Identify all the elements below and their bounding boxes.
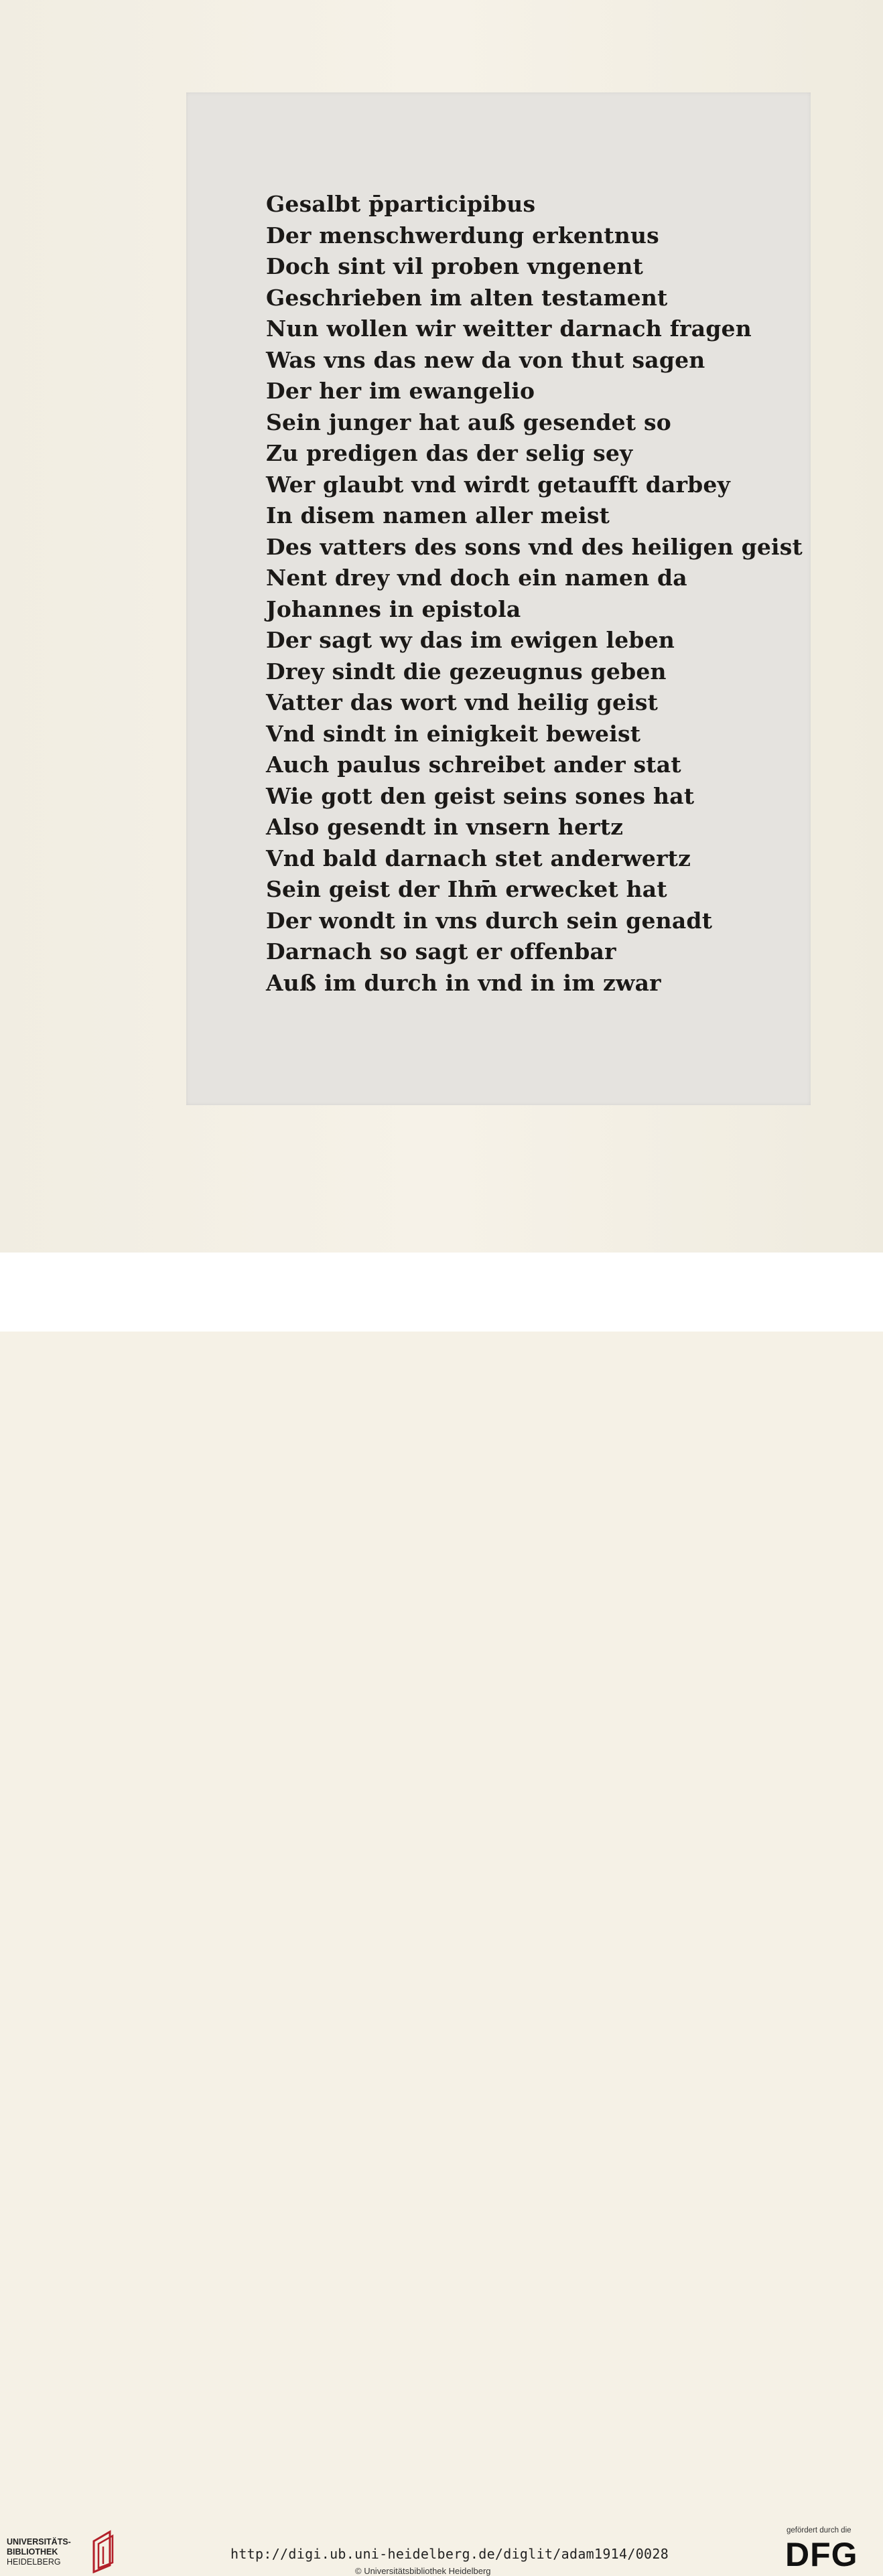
funded-by-caption: gefördert durch die <box>787 2526 852 2534</box>
permalink-url[interactable]: http://digi.ub.uni-heidelberg.de/diglit/adam1914/0028 <box>230 2546 669 2562</box>
scanned-page <box>0 0 883 1253</box>
verse-line: Sein junger hat auß gesendet so <box>266 409 671 435</box>
copyright-notice: © Universitätsbibliothek Heidelberg <box>355 2566 491 2576</box>
verse-line: Johannes in epistola <box>266 595 521 622</box>
verse-line: Auch paulus schreibet ander stat <box>266 752 681 778</box>
library-emblem-icon <box>90 2526 118 2573</box>
verse-text-block <box>266 189 803 999</box>
verse-line: Doch sint vil proben vngenent <box>266 253 644 279</box>
verse-line: Vnd sindt in einigkeit beweist <box>266 720 641 747</box>
verse-line: Also gesendt in vnsern hertz <box>266 814 624 840</box>
verse-line: Wer glaubt vnd wirdt getaufft darbey <box>266 471 730 498</box>
library-logo-text <box>7 2537 94 2567</box>
verse-line: Der sagt wy das im ewigen leben <box>266 627 675 653</box>
verse-line: Vatter das wort vnd heilig geist <box>266 689 659 715</box>
dfg-logo: DFG <box>785 2536 858 2573</box>
verse-line: Geschrieben im alten testament <box>266 284 668 311</box>
verse-line: Was vns das new da von thut sagen <box>266 346 705 373</box>
verse-line: Des vatters des sons vnd des heiligen geist <box>266 533 803 560</box>
verse-line: In disem namen aller meist <box>266 502 610 528</box>
verse-line: Der menschwerdung erkentnus <box>266 222 659 248</box>
verse-line: Nent drey vnd doch ein namen da <box>266 565 687 591</box>
library-name-line3: HEIDELBERG <box>7 2557 61 2567</box>
verse-line: Vnd bald darnach stet anderwertz <box>266 845 691 871</box>
verse-line: Der wondt in vns durch sein genadt <box>266 907 713 934</box>
verse-line: Wie gott den geist seins sones hat <box>266 782 695 809</box>
verse-line: Zu predigen das der selig sey <box>266 440 633 466</box>
verse-line: Gesalbt p̄participibus <box>266 191 536 217</box>
verse-line: Sein geist der Ihm̄ erwecket hat <box>266 876 667 902</box>
verse-line: Darnach so sagt er offenbar <box>266 938 616 964</box>
verse-line: Auß im durch in vnd in im zwar <box>266 969 661 996</box>
library-name-line2: BIBLIOTHEK <box>7 2547 58 2557</box>
verse-line: Nun wollen wir weitter darnach fragen <box>266 315 752 342</box>
library-name-line1: UNIVERSITÄTS- <box>7 2537 71 2547</box>
verse-line: Der her im ewangelio <box>266 378 535 404</box>
verse-line: Drey sindt die gezeugnus geben <box>266 658 667 685</box>
footer-bar <box>0 1253 883 2576</box>
